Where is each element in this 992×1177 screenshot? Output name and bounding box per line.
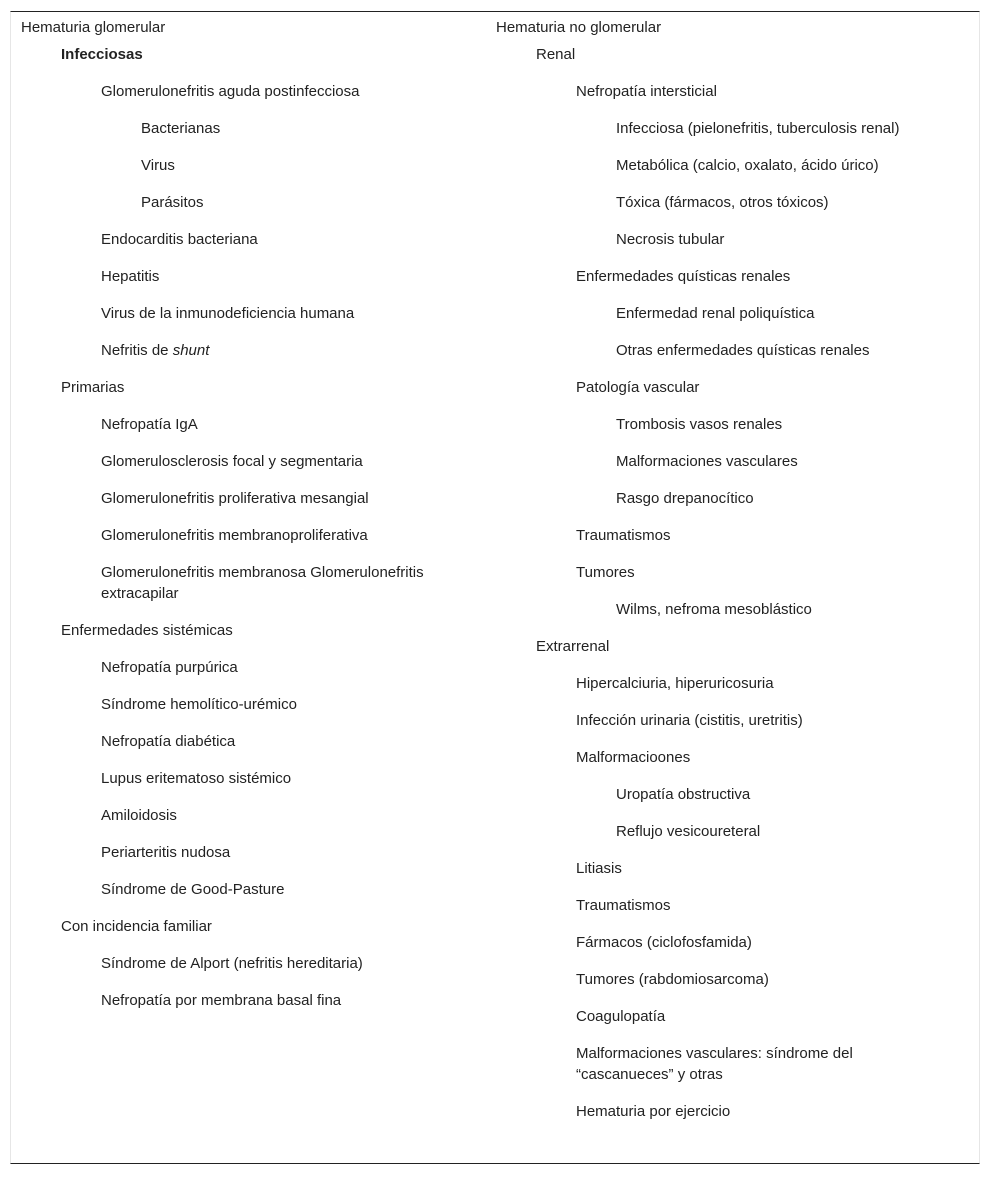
list-item: Tumores (rabdomiosarcoma) [576,971,769,988]
list-item: Coagulopatía [576,1008,666,1025]
list-item: Metabólica (calcio, oxalato, ácido úrico) [616,157,879,174]
list-item: Nefropatía intersticial [576,83,717,100]
list-item: Tóxica (fármacos, otros tóxicos) [616,194,829,211]
list-item: Enfermedad renal poliquística [616,305,815,322]
list-item: Malformacioones [576,749,691,766]
list-item: Trombosis vasos renales [616,416,783,433]
list-item: Glomerulosclerosis focal y segmentaria [101,453,363,470]
list-item: Amiloidosis [101,807,177,824]
list-item: Reflujo vesicoureteral [616,823,761,840]
list-item: Bacterianas [141,120,221,137]
list-item: Glomerulonefritis membranoproliferativa [101,527,368,544]
list-item: Enfermedades quísticas renales [576,268,791,285]
list-item-text: Nefritis de [101,342,173,359]
list-item: Fármacos (ciclofosfamida) [576,934,752,951]
group-extrarrenal: Extrarrenal [536,638,610,655]
column-header-no-glomerular: Hematuria no glomerular [496,19,662,36]
list-item: Periarteritis nudosa [101,844,231,861]
list-item: Nefropatía IgA [101,416,198,433]
list-item: Nefropatía por membrana basal fina [101,992,342,1009]
group-primarias: Primarias [61,379,125,396]
list-item: Hepatitis [101,268,160,285]
list-item: Otras enfermedades quísticas renales [616,342,870,359]
group-renal: Renal [536,46,576,63]
list-item: Traumatismos [576,527,671,544]
list-item: Virus de la inmunodeficiencia humana [101,305,355,322]
group-infecciosas: Infecciosas [61,46,143,63]
list-item: Glomerulonefritis proliferativa mesangial [101,490,369,507]
list-item: Nefropatía diabética [101,733,236,750]
list-item: Síndrome hemolítico-urémico [101,696,297,713]
list-item: Endocarditis bacteriana [101,231,258,248]
classification-table [10,11,980,1164]
list-item: Síndrome de Good-Pasture [101,881,285,898]
list-item: Uropatía obstructiva [616,786,751,803]
list-item: Virus [141,157,175,174]
list-item: Litiasis [576,860,622,877]
list-item: Infección urinaria (cistitis, uretritis) [576,712,803,729]
list-item: Lupus eritematoso sistémico [101,770,292,787]
list-item: Rasgo drepanocítico [616,490,754,507]
list-item: Tumores [576,564,635,581]
list-item: Nefropatía purpúrica [101,659,238,676]
column-header-glomerular: Hematuria glomerular [21,19,166,36]
list-item: Wilms, nefroma mesoblástico [616,601,812,618]
list-item: Glomerulonefritis aguda postinfecciosa [101,83,360,100]
list-item-shunt-nephritis [101,340,209,361]
list-item: Necrosis tubular [616,231,725,248]
list-item: Síndrome de Alport (nefritis hereditaria) [101,955,363,972]
group-enfermedades-sistemicas: Enfermedades sistémicas [61,622,233,639]
list-item: Traumatismos [576,897,671,914]
list-item: Hipercalciuria, hiperuricosuria [576,675,774,692]
list-item: Glomerulonefritis membranosa Glomerulonefritis extracapilar [101,564,424,602]
list-item: Patología vascular [576,379,700,396]
list-item: Malformaciones vasculares: síndrome del “cascanueces” y otras [576,1045,853,1083]
list-item: Hematuria por ejercicio [576,1103,731,1120]
list-item: Parásitos [141,194,204,211]
shunt-italic-word: shunt [172,342,210,359]
group-incidencia-familiar: Con incidencia familiar [61,918,212,935]
list-item: Malformaciones vasculares [616,453,798,470]
list-item: Infecciosa (pielonefritis, tuberculosis renal) [616,120,900,137]
